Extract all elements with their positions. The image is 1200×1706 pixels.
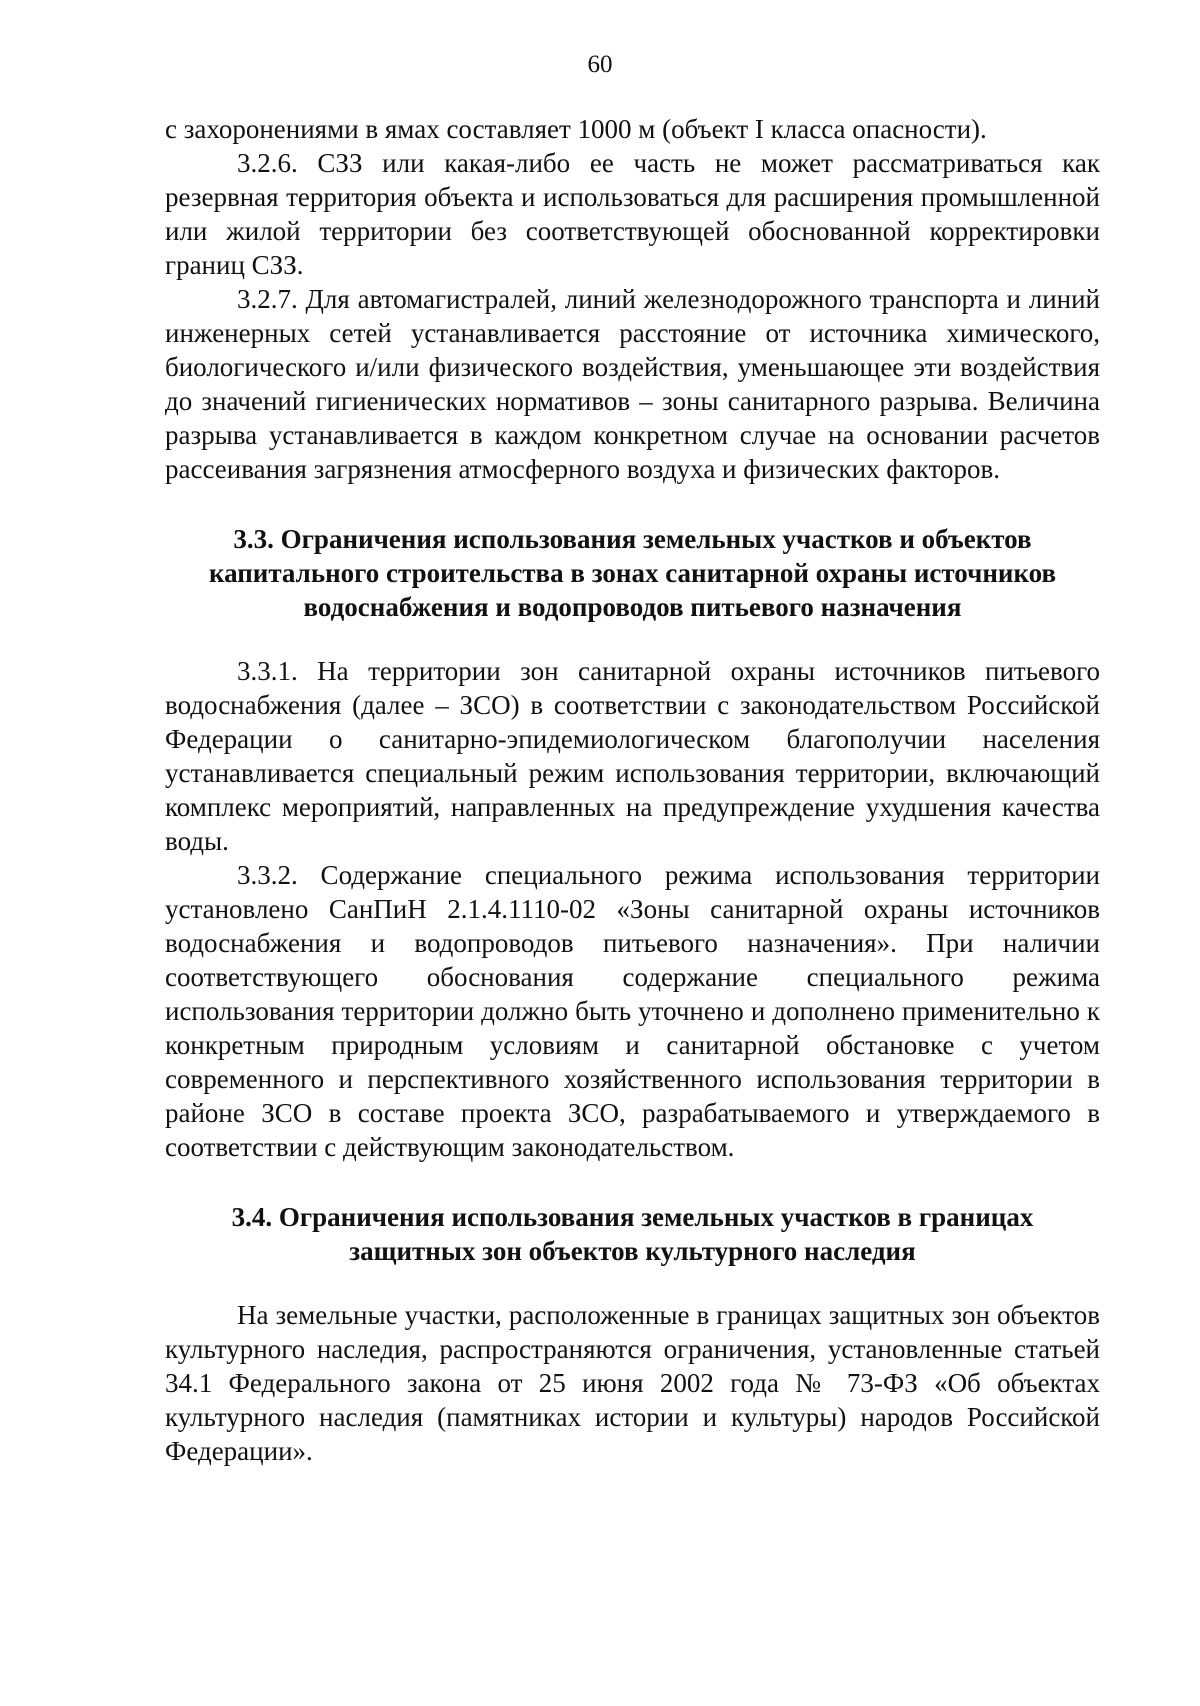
- paragraph-continuation: с захоронениями в ямах составляет 1000 м (объект I класса опасности).: [165, 114, 987, 144]
- paragraph-3-3-2: 3.3.2. Содержание специального режима использования территории установлено СанПиН 2.1.4.1110-02 «Зоны санитарной охраны источников водоснабжения и водопроводов питьевого назначения». При наличии соответствующего обоснования содержание специального режима использования территории должно быть уточнено и дополнено применительно к конкретным природным условиям и санитарной обстановке с учетом современного и перспективного хозяйственного использования территории в районе ЗСО в составе проекта ЗСО, разрабатываемого и утверждаемого в соответствии с действующим законодательством.: [165, 860, 1100, 1162]
- section-heading-3-3: 3.3. Ограничения использования земельных участков и объектов капитального строительства в зонах санитарной охраны источников водоснабжения и водопроводов питьевого назначения: [208, 524, 1057, 622]
- spacer: [165, 624, 1100, 654]
- page-content: [165, 112, 1100, 1468]
- paragraph-3-3-1: 3.3.1. На территории зон санитарной охраны источников питьевого водоснабжения (далее – ЗСО) в соответствии с законодательством Российской Федерации о санитарно-эпидемиологическом благополучии населения устанавливается специальный режим использования территории, включающий комплекс мероприятий, направленных на предупреждение ухудшения качества воды.: [165, 656, 1100, 856]
- paragraph-3-2-6: 3.2.6. СЗЗ или какая-либо ее часть не может рассматриваться как резервная территория объекта и использоваться для расширения промышленной или жилой территории без соответствующей обоснованной корректировки границ СЗЗ.: [165, 148, 1100, 280]
- paragraph-3-4-body: На земельные участки, расположенные в границах защитных зон объектов культурного наследия, распространяются ограничения, установленные статьей 34.1 Федерального закона от 25 июня 2002 года № 73-ФЗ «Об объектах культурного наследия (памятниках истории и культуры) народов Российской Федерации».: [165, 1300, 1100, 1466]
- section-heading-3-4: 3.4. Ограничения использования земельных участков в границах защитных зон объектов культурного наследия: [231, 1202, 1034, 1266]
- spacer: [165, 1268, 1100, 1298]
- page-number: 60: [587, 51, 613, 78]
- paragraph-3-2-7: 3.2.7. Для автомагистралей, линий железнодорожного транспорта и линий инженерных сетей устанавливается расстояние от источника химического, биологического и/или физического воздействия, уменьшающее эти воздействия до значений гигиенических нормативов – зоны санитарного разрыва. Величина разрыва устанавливается в каждом конкретном случае на основании расчетов рассеивания загрязнения атмосферного воздуха и физических факторов.: [165, 284, 1100, 484]
- spacer: [165, 486, 1100, 522]
- spacer: [165, 1164, 1100, 1200]
